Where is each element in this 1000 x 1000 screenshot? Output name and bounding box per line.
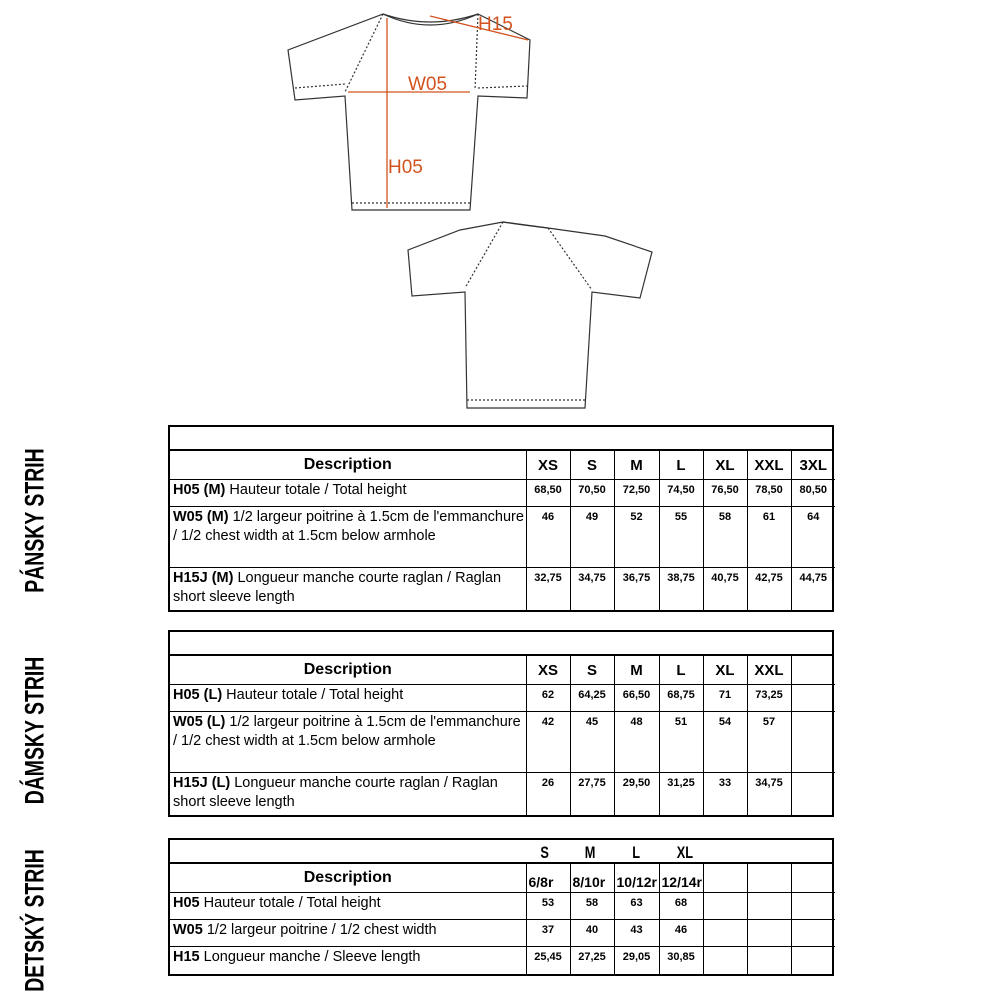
measure-lines [348, 16, 528, 208]
value-cell: 76,50 [703, 480, 747, 507]
table-header-band [170, 427, 832, 451]
row-code: H05 (M) [173, 482, 226, 498]
side-label-kids: DETSKÝ STRIH [19, 849, 50, 992]
size-header: XXL [747, 451, 791, 480]
size-header [703, 864, 747, 893]
table-row [170, 685, 835, 712]
side-label-womens: DÁMSKY STRIH [19, 656, 50, 805]
row-code: H05 [173, 895, 200, 911]
value-cell: 73,25 [747, 685, 791, 712]
value-cell: 66,50 [614, 685, 659, 712]
size-header [791, 864, 835, 893]
row-text: 1/2 largeur poitrine à 1.5cm de l'emmanchure / 1/2 chest width at 1.5cm below armhole [173, 714, 521, 749]
value-cell [747, 920, 791, 947]
row-text: Longueur manche courte raglan / Raglan short sleeve length [173, 775, 498, 810]
value-cell: 37 [526, 920, 570, 947]
row-text: 1/2 largeur poitrine à 1.5cm de l'emmanchure / 1/2 chest width at 1.5cm below armhole [173, 509, 524, 544]
size-header: XXL [747, 656, 791, 685]
size-header: XL [703, 451, 747, 480]
table-row [170, 920, 835, 947]
value-cell: 52 [614, 507, 659, 568]
value-cell: 58 [703, 507, 747, 568]
value-cell: 61 [747, 507, 791, 568]
value-cell: 25,45 [526, 947, 570, 974]
value-cell [791, 712, 835, 773]
value-cell: 45 [570, 712, 614, 773]
size-header: M [614, 451, 659, 480]
kids-size-letter: S [540, 843, 549, 862]
table-header-band [170, 632, 832, 656]
value-cell: 42,75 [747, 568, 791, 610]
row-description [170, 507, 526, 568]
value-cell: 34,75 [747, 773, 791, 815]
value-cell: 29,05 [614, 947, 659, 974]
value-cell: 43 [614, 920, 659, 947]
size-header: S [570, 656, 614, 685]
description-header: Description [170, 451, 526, 480]
value-cell: 40,75 [703, 568, 747, 610]
row-description [170, 920, 526, 947]
row-text: Hauteur totale / Total height [225, 482, 407, 498]
size-header: 6/8r [526, 864, 570, 893]
value-cell: 68,50 [526, 480, 570, 507]
size-header [747, 864, 791, 893]
value-cell [791, 920, 835, 947]
mens-size-table [168, 425, 834, 612]
h05-label: H05 [388, 157, 423, 178]
value-cell: 27,25 [570, 947, 614, 974]
row-text: 1/2 largeur poitrine / 1/2 chest width [202, 922, 437, 938]
row-code: H05 (L) [173, 687, 223, 703]
row-code: W05 (L) [173, 714, 226, 730]
row-text: Longueur manche / Sleeve length [199, 949, 421, 965]
value-cell [703, 920, 747, 947]
tshirt-diagrams [0, 0, 1000, 420]
value-cell: 74,50 [659, 480, 703, 507]
value-cell: 64 [791, 507, 835, 568]
value-cell: 36,75 [614, 568, 659, 610]
value-cell: 54 [703, 712, 747, 773]
value-cell [791, 685, 835, 712]
value-cell: 40 [570, 920, 614, 947]
value-cell: 46 [526, 507, 570, 568]
value-cell: 34,75 [570, 568, 614, 610]
header-row [170, 864, 835, 893]
size-header: XL [703, 656, 747, 685]
size-header: 12/14r [659, 864, 703, 893]
value-cell: 55 [659, 507, 703, 568]
row-description [170, 893, 526, 920]
table-row [170, 507, 835, 568]
size-header: L [659, 656, 703, 685]
womens-size-table [168, 630, 834, 817]
size-header: 8/10r [570, 864, 614, 893]
value-cell: 58 [570, 893, 614, 920]
value-cell: 26 [526, 773, 570, 815]
value-cell: 27,75 [570, 773, 614, 815]
value-cell: 29,50 [614, 773, 659, 815]
value-cell: 78,50 [747, 480, 791, 507]
kids-size-table [168, 838, 834, 976]
h15-label: H15 [478, 14, 513, 35]
table-row [170, 568, 835, 610]
row-code: H15J (L) [173, 775, 231, 791]
size-header: M [614, 656, 659, 685]
description-header: Description [170, 864, 526, 893]
value-cell: 38,75 [659, 568, 703, 610]
row-code: H15 [173, 949, 200, 965]
size-header: XS [526, 656, 570, 685]
row-text: Hauteur totale / Total height [199, 895, 381, 911]
value-cell [747, 893, 791, 920]
front-tshirt-drawing [288, 14, 530, 210]
size-header: L [659, 451, 703, 480]
value-cell: 49 [570, 507, 614, 568]
size-header: 3XL [791, 451, 835, 480]
table-row [170, 773, 835, 815]
kids-size-letter: M [584, 843, 596, 862]
size-header: S [570, 451, 614, 480]
header-row [170, 451, 835, 480]
value-cell: 48 [614, 712, 659, 773]
kids-size-letter: L [632, 843, 641, 862]
value-cell [791, 773, 835, 815]
description-header: Description [170, 656, 526, 685]
kids-size-letter: XL [676, 843, 694, 862]
value-cell [791, 893, 835, 920]
row-description [170, 480, 526, 507]
value-cell: 31,25 [659, 773, 703, 815]
value-cell [747, 947, 791, 974]
table-row [170, 480, 835, 507]
value-cell: 32,75 [526, 568, 570, 610]
value-cell: 64,25 [570, 685, 614, 712]
table-row [170, 893, 835, 920]
value-cell: 30,85 [659, 947, 703, 974]
table-row [170, 712, 835, 773]
value-cell: 42 [526, 712, 570, 773]
value-cell: 33 [703, 773, 747, 815]
value-cell [703, 947, 747, 974]
row-text: Longueur manche courte raglan / Raglan short sleeve length [173, 570, 502, 605]
value-cell: 68,75 [659, 685, 703, 712]
size-header [791, 656, 835, 685]
header-row [170, 656, 835, 685]
table-header-band [170, 840, 832, 864]
row-description [170, 685, 526, 712]
size-header: 10/12r [614, 864, 659, 893]
back-tshirt-drawing [408, 222, 652, 408]
row-code: W05 [173, 922, 203, 938]
value-cell: 46 [659, 920, 703, 947]
row-text: Hauteur totale / Total height [222, 687, 404, 703]
table-row [170, 947, 835, 974]
value-cell: 80,50 [791, 480, 835, 507]
value-cell [703, 893, 747, 920]
side-label-mens: PÁNSKY STRIH [19, 448, 50, 593]
row-description [170, 947, 526, 974]
size-header: XS [526, 451, 570, 480]
w05-label: W05 [408, 74, 448, 95]
value-cell: 68 [659, 893, 703, 920]
row-description [170, 773, 526, 815]
value-cell: 72,50 [614, 480, 659, 507]
value-cell: 70,50 [570, 480, 614, 507]
row-code: H15J (M) [173, 570, 234, 586]
value-cell: 57 [747, 712, 791, 773]
row-description [170, 712, 526, 773]
value-cell: 44,75 [791, 568, 835, 610]
value-cell [791, 947, 835, 974]
value-cell: 51 [659, 712, 703, 773]
value-cell: 71 [703, 685, 747, 712]
value-cell: 62 [526, 685, 570, 712]
row-description [170, 568, 526, 610]
value-cell: 63 [614, 893, 659, 920]
value-cell: 53 [526, 893, 570, 920]
row-code: W05 (M) [173, 509, 229, 525]
